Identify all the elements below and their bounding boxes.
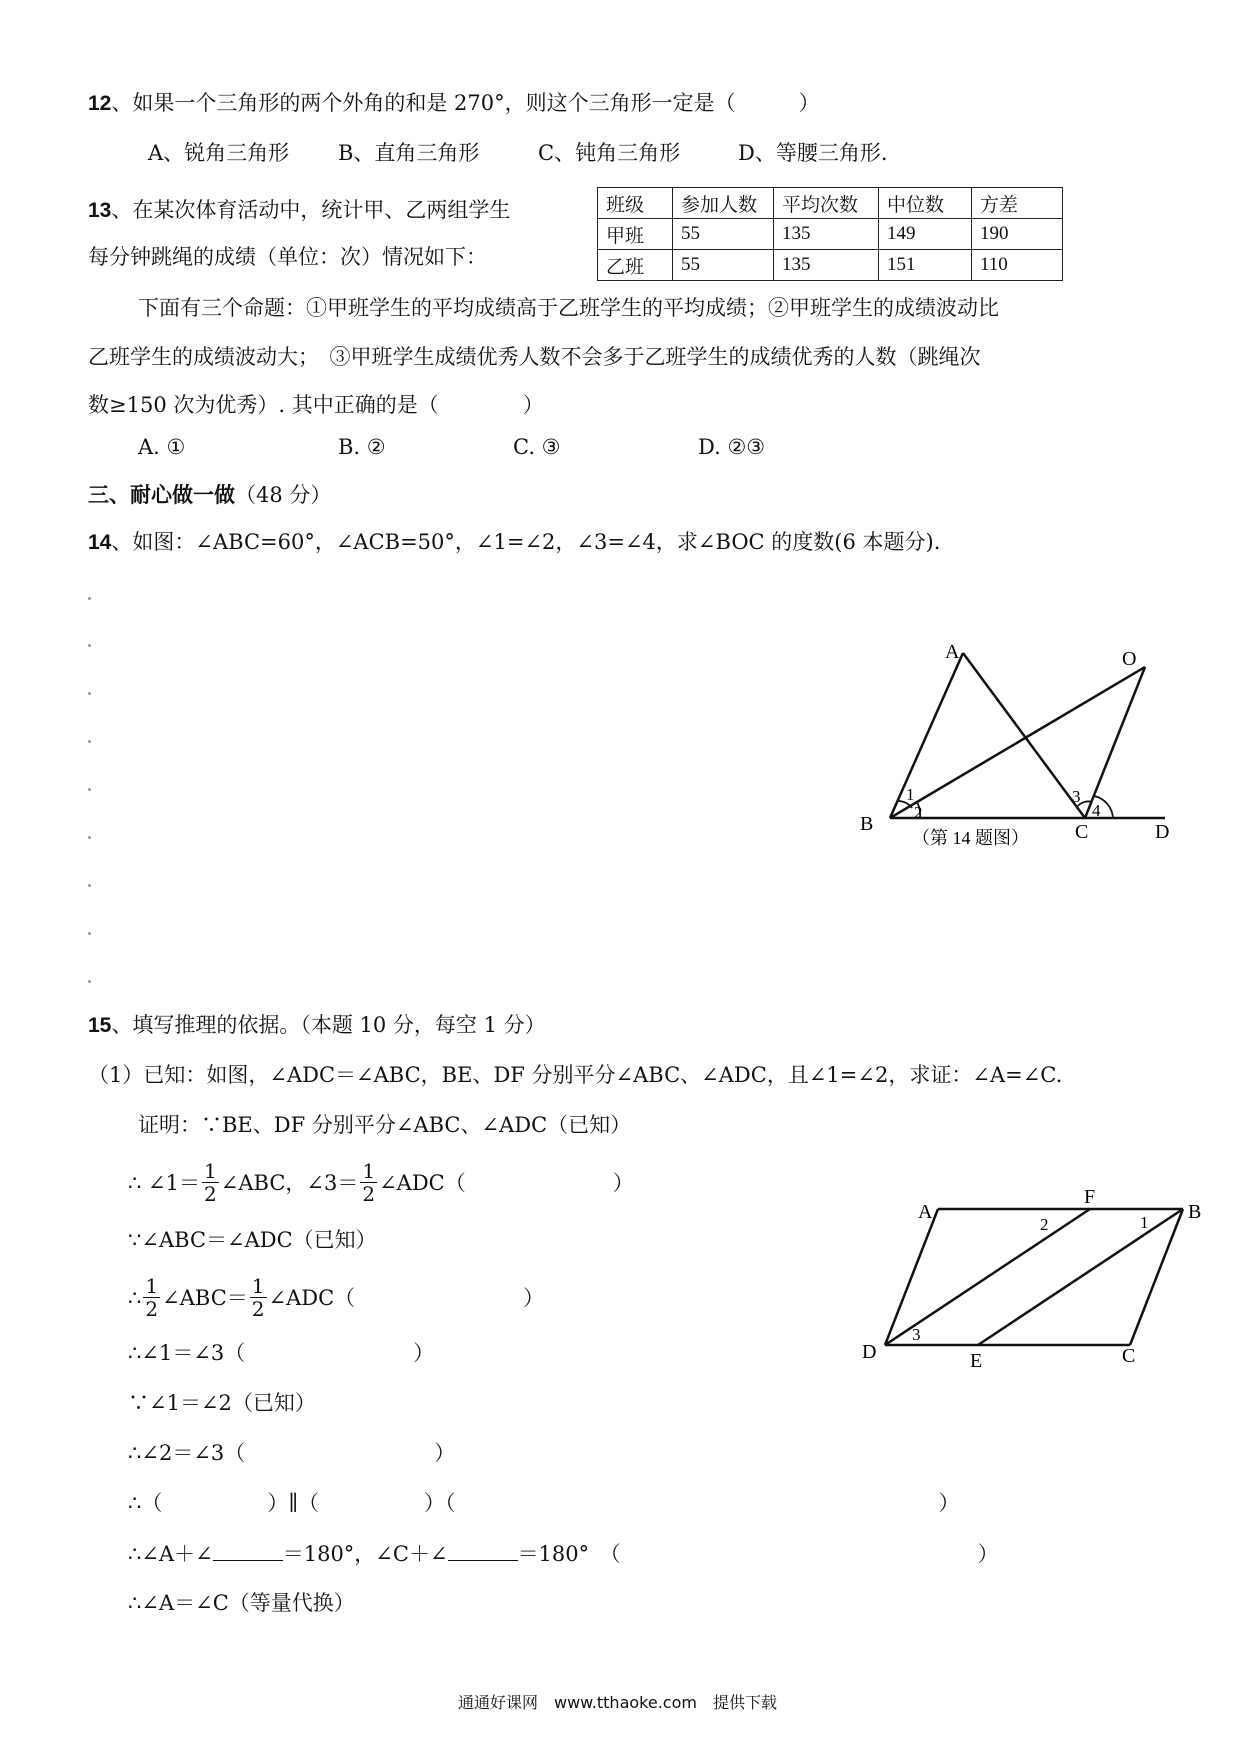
q15-label-b: B [1188,1201,1202,1223]
proof-step-8-b: ＝180°，∠C＋∠ [282,1542,448,1566]
q12-text: 、如果一个三角形的两个外角的和是 270°，则这个三角形一定是（ ） [111,91,820,115]
q13-stats-table [597,187,1063,281]
q15-figure-lines [885,1209,1183,1345]
table-row [598,250,1063,281]
answer-space-dot [88,644,91,647]
table-cell: 110 [972,250,1063,281]
q15-text: 、填写推理的依据。（本题 10 分，每空 1 分） [111,1013,546,1037]
q14-caption: （第 14 题图） [912,828,1029,848]
proof-step-8-c: ＝180° （ ） [517,1542,999,1566]
q15-proof-start: 证明：∵BE、DF 分别平分∠ABC、∠ADC（已知） [138,1113,632,1137]
q14-number: 14 [88,531,112,554]
q13-para3: 数≥150 次为优秀）. 其中正确的是（ ） [88,393,544,417]
answer-blank[interactable] [213,1538,283,1561]
proof-step-3-a: ∴ [128,1285,142,1310]
section3-title: 三、耐心做一做 [88,483,235,507]
q15-label-e: E [970,1350,983,1372]
fraction-numerator: 1 [204,1159,217,1183]
fraction-half [360,1160,377,1205]
answer-space-dot [88,597,91,600]
fraction-numerator: 1 [362,1159,376,1183]
fraction-half [143,1275,160,1320]
section3-heading [88,480,331,510]
proof-step-8 [128,1538,999,1569]
proof-step-7: ∴（ ）∥（ ）（ ） [128,1491,960,1515]
proof-step-1-b: ∠ABC，∠3＝ [220,1170,359,1195]
table-header-cell: 参加人数 [673,188,774,219]
table-cell: 135 [774,250,879,281]
table-header-cell: 平均次数 [774,188,879,219]
q13-line2: 每分钟跳绳的成绩（单位：次）情况如下： [88,245,487,269]
q13-option-d: D. ②③ [698,435,766,459]
fraction-denominator: 2 [204,1182,217,1206]
section3-score: （48 分） [235,483,332,507]
table-cell: 甲班 [598,219,673,250]
q14-line [88,527,940,558]
proof-step-8-a: ∴∠A＋∠ [128,1542,213,1566]
q14-angle-4: 4 [1092,801,1101,820]
q12-option-b: B、直角三角形 [338,141,480,165]
q14-label-b: B [860,813,874,835]
answer-space-dot [88,788,91,791]
table-cell: 55 [673,219,774,250]
table-cell: 135 [774,219,879,250]
table-cell: 149 [879,219,972,250]
table-row [598,219,1063,250]
q14-angle-2: 2 [914,803,923,822]
q12-option-a: A、锐角三角形 [148,141,290,165]
q15-label-d: D [862,1341,877,1363]
proof-step-4: ∴∠1＝∠3（ ） [128,1341,435,1365]
q13-para1: 下面有三个命题：①甲班学生的平均成绩高于乙班学生的平均成绩；②甲班学生的成绩波动比 [138,296,999,320]
table-cell: 55 [673,250,774,281]
answer-space-dot [88,836,91,839]
table-header-cell: 方差 [972,188,1063,219]
answer-space-dot [88,692,91,695]
answer-space-dot [88,884,91,887]
proof-step-5: ∵∠1＝∠2（已知） [128,1391,316,1415]
q14-label-d: D [1155,821,1170,843]
q15-angle-2: 2 [1040,1215,1049,1234]
q14-text: 、如图：∠ABC=60°，∠ACB=50°，∠1=∠2，∠3=∠4，求∠BOC 的度数(6 本题分). [111,530,941,554]
q14-label-c: C [1075,821,1089,843]
answer-space-dot [88,980,91,983]
table-header-row [598,188,1063,219]
proof-step-3-b: ∠ABC＝ [162,1285,248,1310]
q14-angle-arcs [898,796,1113,818]
proof-step-9: ∴∠A＝∠C（等量代换） [128,1591,355,1615]
q14-angle-3: 3 [1072,787,1081,806]
fraction-denominator: 2 [362,1182,376,1206]
q14-label-a: A [945,641,960,663]
table-cell: 乙班 [598,250,673,281]
fraction-denominator: 2 [145,1297,159,1321]
answer-space-dot [88,932,91,935]
fraction-half [202,1160,219,1205]
fraction-denominator: 2 [251,1297,265,1321]
answer-space-dot [88,740,91,743]
proof-step-1-a: ∴ ∠1＝ [128,1170,200,1195]
q14-label-o: O [1122,648,1137,670]
q13-para2: 乙班学生的成绩波动大； ③甲班学生成绩优秀人数不会多于乙班学生的成绩优秀的人数（跳绳次 [88,345,981,369]
q13-option-b: B. ② [338,435,386,459]
proof-step-3-c: ∠ADC（ ） [268,1285,545,1310]
proof-step-1-c: ∠ADC（ ） [379,1170,634,1195]
q15-line [88,1010,546,1041]
table-cell: 151 [879,250,972,281]
proof-step-6: ∴∠2＝∠3（ ） [128,1441,456,1465]
fraction-half [250,1275,267,1320]
q13-number: 13 [88,199,112,222]
q15-angle-3: 3 [912,1325,921,1344]
q15-figure [850,1175,1210,1375]
proof-step-1 [128,1160,634,1205]
q15-label-a: A [918,1201,933,1223]
table-header-cell: 中位数 [879,188,972,219]
q13-line1-text: 、在某次体育活动中，统计甲、乙两组学生 [111,198,511,222]
fraction-numerator: 1 [251,1274,265,1298]
proof-step-3 [128,1275,544,1320]
q13-line1 [88,195,510,226]
page-footer: 通通好课网 www.tthaoke.com 提供下载 [458,1693,777,1712]
q14-figure-lines [890,653,1165,818]
fraction-numerator: 1 [145,1274,159,1298]
table-cell: 190 [972,219,1063,250]
q15-label-c: C [1122,1345,1136,1367]
q12-option-c: C、钝角三角形 [538,141,681,165]
q12-option-d: D、等腰三角形. [738,141,888,165]
q15-label-f: F [1084,1186,1096,1208]
q12-line [88,88,820,119]
q14-figure [860,630,1190,860]
q15-number: 15 [88,1014,112,1037]
q14-angle-1: 1 [906,785,915,804]
q15-angle-1: 1 [1140,1213,1149,1232]
q13-option-a: A. ① [138,435,186,459]
answer-blank[interactable] [448,1538,518,1561]
q15-given: （1）已知：如图，∠ADC＝∠ABC，BE、DF 分别平分∠ABC、∠ADC，且∠1=∠2，求证：∠A=∠C. [88,1063,1063,1087]
q12-number: 12 [88,92,112,115]
table-header-cell: 班级 [598,188,673,219]
proof-step-2: ∵∠ABC＝∠ADC（已知） [128,1228,377,1252]
q13-option-c: C. ③ [513,435,561,459]
